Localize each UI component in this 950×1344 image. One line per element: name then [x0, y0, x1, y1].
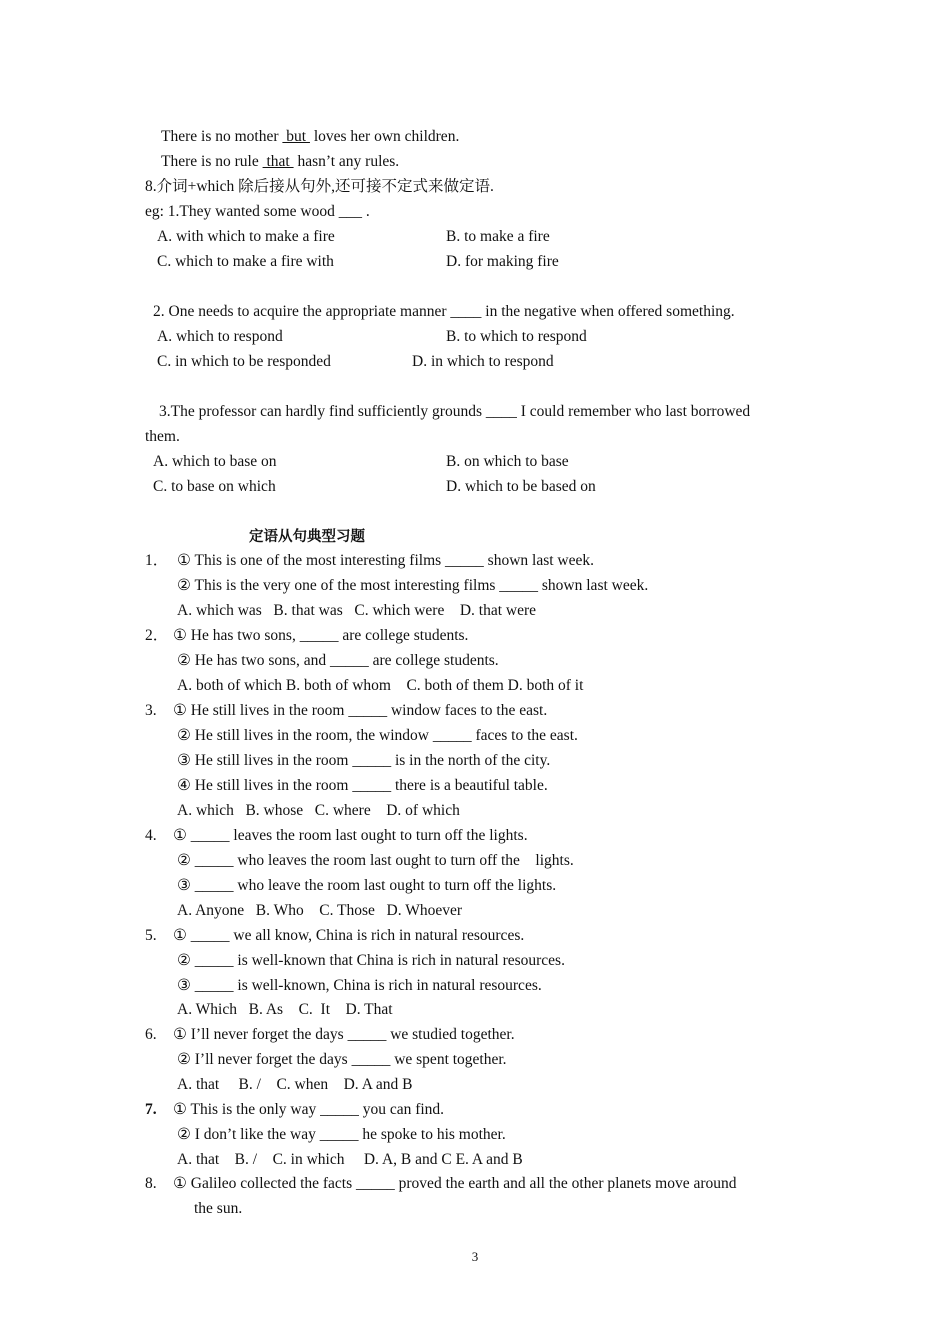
- question-number: 5.: [145, 927, 157, 944]
- question-sentence: ① This is one of the most interesting films _____ shown last week.: [177, 552, 595, 569]
- question-options: A. Which B. As C. It D. That: [177, 1001, 393, 1018]
- sentence-text: hasn’t any rules.: [293, 153, 400, 170]
- question-options: A. that B. / C. when D. A and B: [177, 1076, 413, 1093]
- example-3-stem: 3.The professor can hardly find sufficiently grounds ____ I could remember who last borrowed: [159, 403, 751, 420]
- sentence-text: There is no mother: [161, 128, 283, 145]
- question-sentence: ② _____ is well-known that China is rich in natural resources.: [177, 952, 565, 969]
- example-2-stem: 2. One needs to acquire the appropriate manner ____ in the negative when offered something.: [153, 303, 735, 320]
- option-b: B. to make a fire: [446, 228, 550, 245]
- question-sentence: ③ He still lives in the room _____ is in the north of the city.: [177, 752, 551, 769]
- question-sentence: ④ He still lives in the room _____ there is a beautiful table.: [177, 777, 548, 794]
- example-1-stem: eg: 1.They wanted some wood ___ .: [145, 203, 370, 220]
- blank-answer: that: [262, 153, 294, 170]
- question-options: A. that B. / C. in which D. A, B and C E. A and B: [177, 1151, 523, 1168]
- question-sentence: ③ _____ is well-known, China is rich in natural resources.: [177, 977, 542, 994]
- question-sentence: ① Galileo collected the facts _____ proved the earth and all the other planets move around: [173, 1175, 737, 1192]
- option-d: D. which to be based on: [446, 478, 596, 495]
- question-options: A. both of which B. both of whom C. both of them D. both of it: [177, 677, 584, 694]
- option-a: A. which to respond: [157, 328, 283, 345]
- question-sentence: ② I’ll never forget the days _____ we spent together.: [177, 1051, 507, 1068]
- sentence-no-mother: [161, 127, 459, 147]
- question-number: 6.: [145, 1026, 157, 1043]
- question-number: 4.: [145, 827, 157, 844]
- question-sentence: ① _____ we all know, China is rich in natural resources.: [173, 927, 525, 944]
- option-a: A. with which to make a fire: [157, 228, 335, 245]
- question-sentence: ② He has two sons, and _____ are college students.: [177, 652, 499, 669]
- question-number: 7.: [145, 1101, 157, 1118]
- sentence-text: loves her own children.: [309, 128, 460, 145]
- option-b: B. to which to respond: [446, 328, 587, 345]
- question-sentence: ① I’ll never forget the days _____ we studied together.: [173, 1026, 515, 1043]
- example-3-stem-cont: them.: [145, 428, 180, 445]
- question-sentence: ① This is the only way _____ you can find.: [173, 1101, 445, 1118]
- question-sentence: ② This is the very one of the most interesting films _____ shown last week.: [177, 577, 649, 594]
- question-sentence: ② He still lives in the room, the window _____ faces to the east.: [177, 727, 578, 744]
- question-number: 1．: [145, 552, 169, 569]
- option-c: C. which to make a fire with: [157, 253, 334, 270]
- question-sentence-cont: the sun.: [194, 1200, 243, 1217]
- grammar-point-8: 8.介词+which 除后接从句外,还可接不定式来做定语.: [145, 178, 494, 195]
- page-number: 3: [471, 1249, 479, 1264]
- question-number: 8.: [145, 1175, 157, 1192]
- sentence-no-rule: [161, 152, 399, 172]
- sentence-text: There is no rule: [161, 153, 263, 170]
- option-c: C. in which to be responded: [157, 353, 331, 370]
- question-sentence: ③ _____ who leave the room last ought to turn off the lights.: [177, 877, 557, 894]
- question-number: 3.: [145, 702, 157, 719]
- question-sentence: ② _____ who leaves the room last ought to turn off the lights.: [177, 852, 574, 869]
- option-a: A. which to base on: [153, 453, 277, 470]
- option-d: D. in which to respond: [412, 353, 554, 370]
- question-sentence: ① _____ leaves the room last ought to turn off the lights.: [173, 827, 528, 844]
- option-b: B. on which to base: [446, 453, 569, 470]
- option-c: C. to base on which: [153, 478, 276, 495]
- section-title: 定语从句典型习题: [249, 529, 365, 545]
- question-sentence: ① He has two sons, _____ are college students.: [173, 627, 469, 644]
- question-sentence: ① He still lives in the room _____ window faces to the east.: [173, 702, 548, 719]
- option-d: D. for making fire: [446, 253, 559, 270]
- question-options: A. Anyone B. Who C. Those D. Whoever: [177, 902, 463, 919]
- question-options: A. which was B. that was C. which were D. that were: [177, 602, 536, 619]
- question-options: A. which B. whose C. where D. of which: [177, 802, 460, 819]
- question-number: 2．: [145, 627, 169, 644]
- question-sentence: ② I don’t like the way _____ he spoke to his mother.: [177, 1126, 506, 1143]
- blank-answer: but: [282, 128, 310, 145]
